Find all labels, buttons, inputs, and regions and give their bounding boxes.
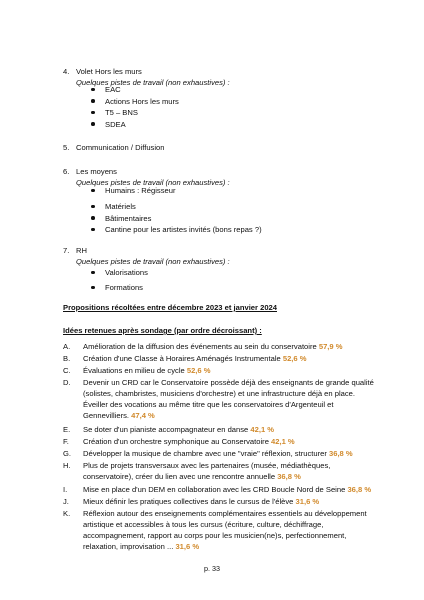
- bullet-text: Humains : Régisseur: [105, 186, 176, 195]
- bullet-icon: [91, 271, 95, 275]
- bullet-text: Matériels: [105, 202, 136, 211]
- bullet-item: [105, 224, 262, 235]
- bullet-icon: [91, 216, 95, 220]
- section-title: Volet Hors les murs: [76, 67, 142, 76]
- idea-text: Mieux définir les pratiques collectives dans le cursus de l'élève: [83, 497, 294, 506]
- idea-text: Évaluations en milieu de cycle: [83, 366, 185, 375]
- section-title: Communication / Diffusion: [76, 143, 165, 152]
- idea-text-line: accompagnement, rapport au corps pour les musicien(ne)s, perfectionnement,: [83, 531, 347, 540]
- idea-letter: J.: [63, 497, 69, 506]
- idea-letter: F.: [63, 437, 69, 446]
- bullet-icon: [91, 228, 95, 232]
- idea-text-line: Éveiller des vocations au même titre que les conservatoires d'Argenteuil et: [83, 400, 334, 409]
- idea-text-line: artistique et accessibles à tous les cursus (écriture, culture, déchiffrage,: [83, 520, 324, 529]
- bullet-item: [105, 201, 136, 212]
- bullet-icon: [91, 111, 95, 115]
- idea-text: Amélioration de la diffusion des événements au sein du conservatoire: [83, 342, 317, 351]
- proposals-heading: Propositions récoltées entre décembre 2023 et janvier 2024: [63, 303, 277, 312]
- section-subtitle: Quelques pistes de travail (non exhaustives) :: [76, 257, 230, 266]
- section-number: 6.: [63, 167, 70, 176]
- idea-percentage: 42,1 %: [250, 425, 275, 434]
- idea-percentage: 36,8 %: [277, 472, 301, 481]
- section-number: 7.: [63, 246, 70, 255]
- bullet-text: Cantine pour les artistes invités (bons repas ?): [105, 225, 262, 234]
- bullet-item: [105, 282, 143, 293]
- section-title: Les moyens: [76, 167, 117, 176]
- bullet-text: Valorisations: [105, 268, 148, 277]
- idea-letter: G.: [63, 449, 72, 458]
- idea-letter: K.: [63, 509, 71, 518]
- bullet-item: [105, 119, 126, 130]
- idea-percentage: 42,1 %: [271, 437, 295, 446]
- bullet-item: [105, 213, 151, 224]
- ideas-heading: Idées retenues après sondage (par ordre décroissant) :: [63, 326, 262, 335]
- section-subtitle: Quelques pistes de travail (non exhaustives) :: [76, 178, 230, 187]
- bullet-icon: [91, 205, 95, 209]
- bullet-icon: [91, 286, 95, 290]
- bullet-item: [105, 185, 175, 196]
- idea-percentage: 52,6 %: [186, 366, 211, 375]
- section-number: 4.: [63, 67, 70, 76]
- page-number: p. 33: [204, 564, 220, 573]
- section-subtitle: Quelques pistes de travail (non exhaustives) :: [76, 78, 230, 87]
- bullet-item: [105, 267, 148, 278]
- bullet-text: Actions Hors les murs: [105, 96, 179, 106]
- bullet-text: SDEA: [105, 119, 126, 129]
- bullet-text: EAC: [105, 85, 121, 94]
- idea-letter: D.: [63, 378, 71, 387]
- idea-text-line: conservatoire), créer du lien avec une rencontre annuelle: [83, 472, 276, 481]
- idea-percentage: 47,4 %: [131, 411, 155, 420]
- bullet-icon: [91, 189, 95, 193]
- idea-letter: B.: [63, 354, 71, 363]
- idea-letter: C.: [63, 366, 71, 375]
- idea-text-line: relaxation, improvisation ...: [83, 542, 174, 551]
- idea-text: Mise en place d'un DEM en collaboration avec les CRD Boucle Nord de Seine: [83, 485, 346, 494]
- idea-text-line: Gennevilliers.: [83, 411, 130, 420]
- idea-text-line: Plus de projets transversaux avec les partenaires (musée, médiathèques,: [83, 461, 331, 470]
- idea-text-line: (solistes, chambristes, musiciens d'orchestre) et une infrastructure déjà en place.: [83, 389, 355, 398]
- idea-text-line: Réflexion autour des enseignements complémentaires essentiels au développement: [83, 509, 367, 518]
- section-number: 5.: [63, 143, 70, 152]
- bullet-text: T5 – BNS: [105, 108, 138, 117]
- bullet-text: Bâtimentaires: [105, 213, 152, 223]
- idea-text: Création d'un orchestre symphonique au Conservatoire: [83, 437, 269, 446]
- idea-percentage: 31,6 %: [295, 497, 320, 506]
- idea-percentage: 57,9 %: [318, 342, 343, 351]
- idea-text: Création d'une Classe à Horaires Aménagés Instrumentale: [83, 354, 281, 363]
- bullet-icon: [91, 99, 95, 103]
- idea-letter: I.: [63, 485, 68, 494]
- idea-text-line: Devenir un CRD car le Conservatoire possède déjà des enseignants de grande qualité: [83, 378, 374, 387]
- bullet-item: [105, 84, 121, 95]
- idea-letter: H.: [63, 461, 71, 470]
- idea-letter: E.: [63, 425, 71, 434]
- idea-letter: A.: [63, 342, 71, 351]
- bullet-icon: [91, 122, 95, 126]
- bullet-item: [105, 96, 179, 107]
- idea-text: Se doter d'un pianiste accompagnateur en danse: [83, 425, 249, 434]
- idea-text: Développer la musique de chambre avec une "vraie" réflexion, structurer: [83, 449, 327, 458]
- idea-percentage: 31,6 %: [175, 542, 200, 551]
- idea-percentage: 36,8 %: [347, 485, 372, 494]
- idea-percentage: 52,6 %: [282, 354, 307, 363]
- section-title: RH: [76, 246, 87, 255]
- idea-percentage: 36,8 %: [329, 449, 353, 458]
- bullet-text: Formations: [105, 283, 143, 292]
- bullet-icon: [91, 88, 95, 92]
- bullet-item: [105, 107, 138, 118]
